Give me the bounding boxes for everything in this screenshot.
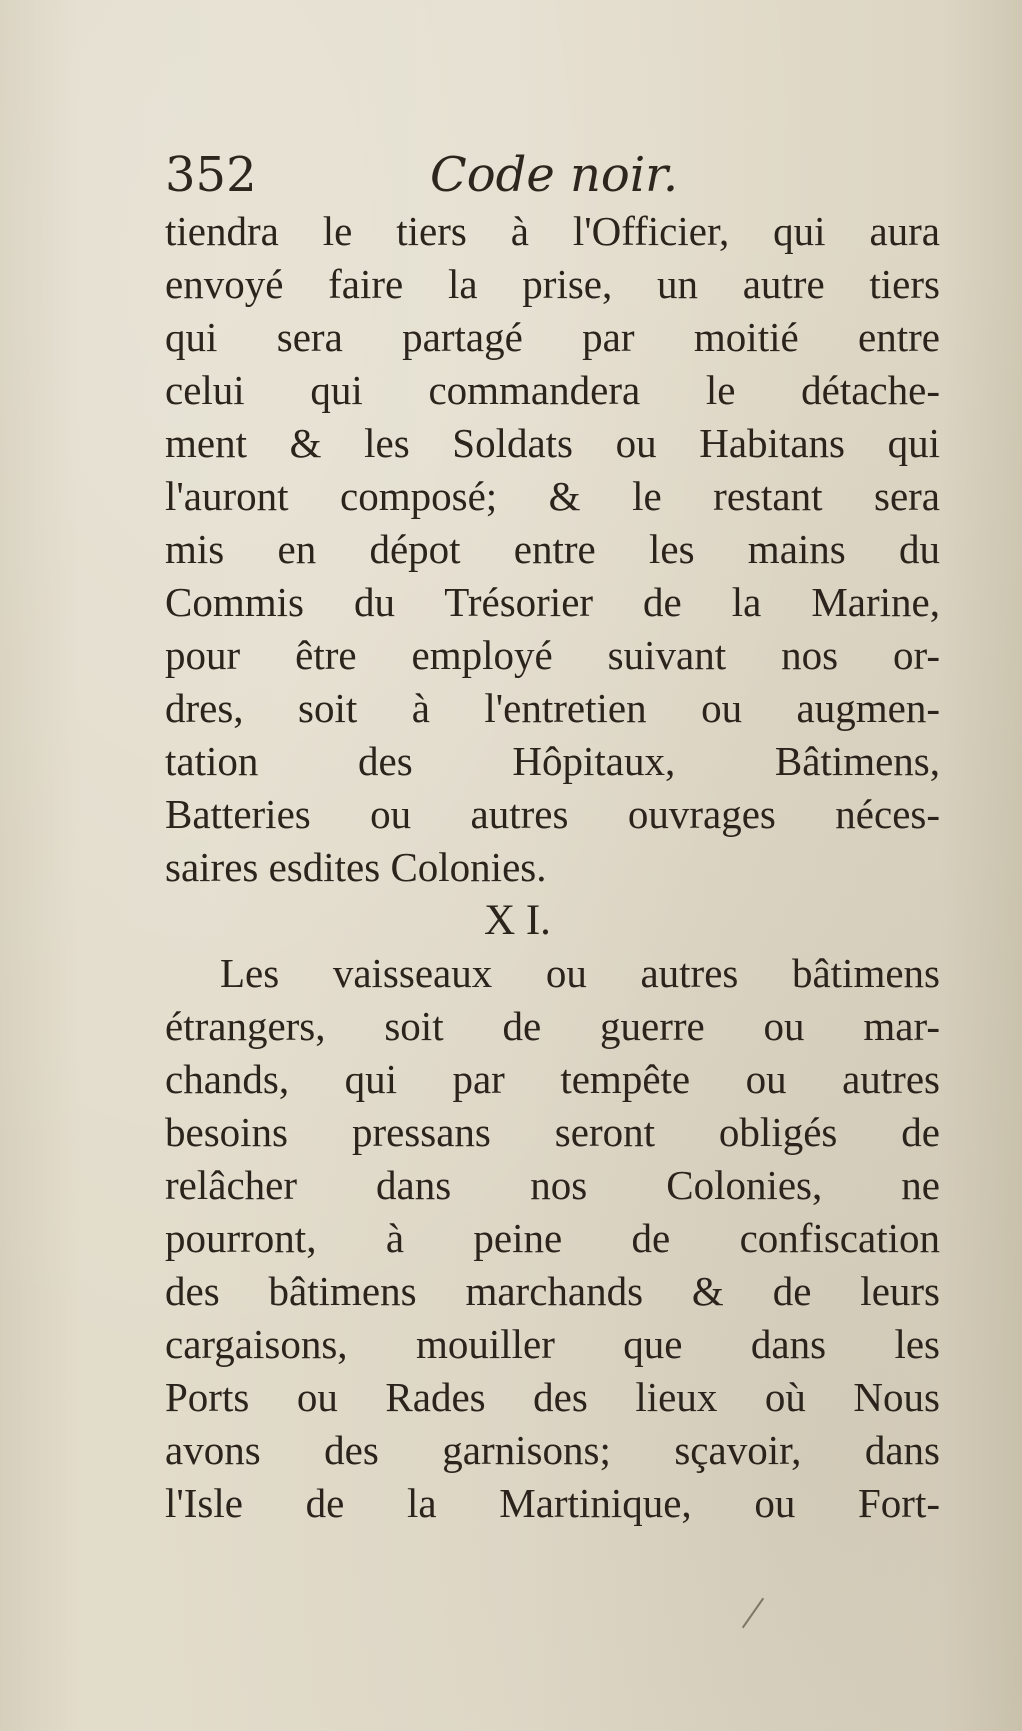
- text-line: l'auront composé; & le restant sera: [165, 473, 940, 519]
- page-number: 352: [165, 147, 257, 203]
- text-line: pour être employé suivant nos or-: [165, 632, 940, 678]
- text-line: celui qui commandera le détache-: [165, 367, 940, 413]
- running-head: Code noir.: [430, 147, 679, 203]
- text-line: étrangers, soit de guerre ou mar-: [165, 1003, 940, 1049]
- text-line: mis en dépot entre les mains du: [165, 526, 940, 572]
- text-line: l'Isle de la Martinique, ou Fort-: [165, 1480, 940, 1526]
- text-line: tiendra le tiers à l'Officier, qui aura: [165, 208, 940, 254]
- text-line: chands, qui par tempête ou autres: [165, 1056, 940, 1102]
- text-line: besoins pressans seront obligés de: [165, 1109, 940, 1155]
- text-line: Ports ou Rades des lieux où Nous: [165, 1374, 940, 1420]
- text-line: pourront, à peine de confiscation: [165, 1215, 940, 1261]
- text-line: Les vaisseaux ou autres bâtimens: [220, 950, 940, 996]
- page-header: [165, 140, 925, 210]
- body-text: [165, 205, 940, 1530]
- text-line: Batteries ou autres ouvrages néces-: [165, 791, 940, 837]
- text-line: envoyé faire la prise, un autre tiers: [165, 261, 940, 307]
- text-line: ment & les Soldats ou Habitans qui: [165, 420, 940, 466]
- text-line: saires esdites Colonies.: [165, 844, 547, 890]
- text-line: qui sera partagé par moitié entre: [165, 314, 940, 360]
- text-line: avons des garnisons; sçavoir, dans: [165, 1427, 940, 1473]
- text-line: dres, soit à l'entretien ou augmen-: [165, 685, 940, 731]
- text-line: cargaisons, mouiller que dans les: [165, 1321, 940, 1367]
- text-line: des bâtimens marchands & de leurs: [165, 1268, 940, 1314]
- text-line: Commis du Trésorier de la Marine,: [165, 579, 940, 625]
- ink-mark: [742, 1598, 764, 1629]
- section-heading: X I.: [484, 897, 551, 944]
- text-line: tation des Hôpitaux, Bâtimens,: [165, 738, 940, 784]
- text-line: relâcher dans nos Colonies, ne: [165, 1162, 940, 1208]
